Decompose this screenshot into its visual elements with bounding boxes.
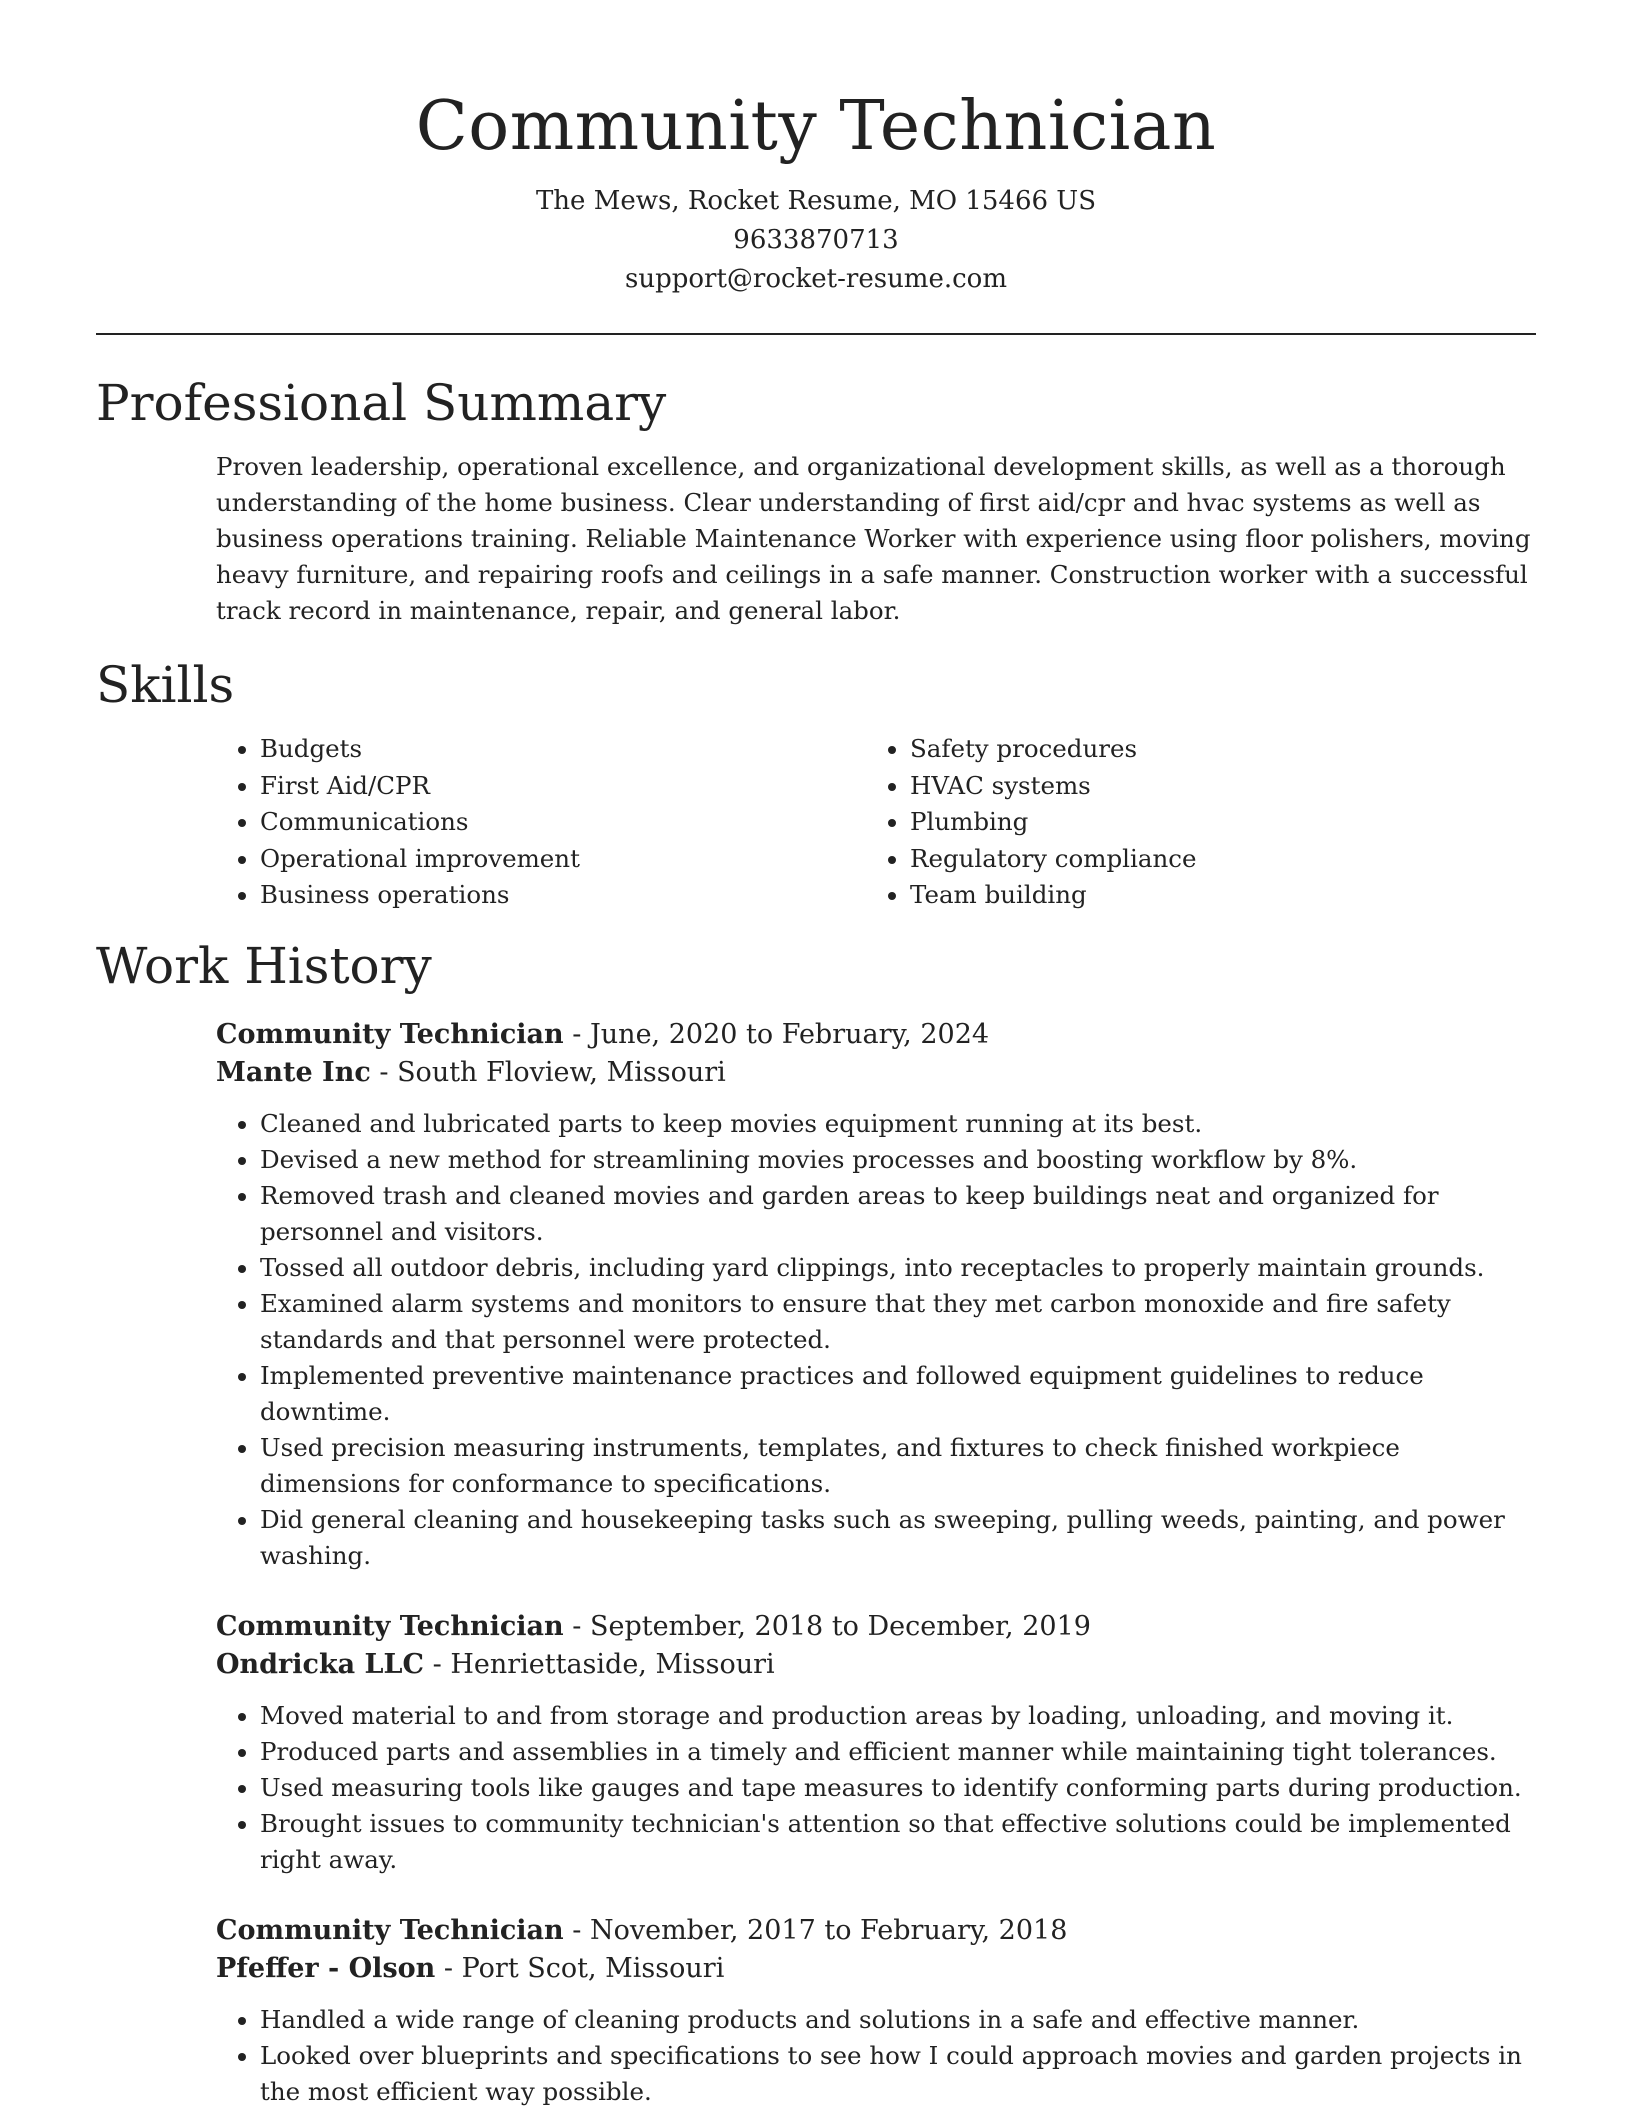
job-employer: Mante Inc - South Floview, Missouri	[216, 1056, 726, 1088]
contact-phone: 9633870713	[733, 225, 899, 255]
job-bullets	[216, 2002, 1536, 2110]
skill-item: • HVAC systems	[910, 768, 1510, 805]
job-company: Mante Inc	[216, 1056, 371, 1088]
resume-name: Community Technician	[415, 87, 1217, 166]
contact-email: support@rocket-resume.com	[624, 264, 1007, 294]
skill-item: • Regulatory compliance	[910, 841, 1510, 878]
job-entry	[216, 1912, 1536, 2110]
job-heading: Community Technician - June, 2020 to February, 2024	[216, 1018, 990, 1050]
job-bullet: • Moved material to and from storage and production areas by loading, unloading, and moving it.	[260, 1698, 1536, 1734]
job-location: Port Scot, Missouri	[461, 1952, 725, 1984]
skill-item: • Team building	[910, 877, 1510, 914]
job-title: Community Technician	[216, 1610, 564, 1642]
job-dates: September, 2018 to December, 2019	[589, 1610, 1091, 1642]
header-divider	[96, 333, 1536, 335]
job-bullet: • Tossed all outdoor debris, including yard clippings, into receptacles to properly maintain grounds.	[260, 1250, 1536, 1286]
skills-list	[216, 731, 1536, 914]
job-bullet: • Handled a wide range of cleaning products and solutions in a safe and effective manner.	[260, 2002, 1536, 2038]
skill-item: • Operational improvement	[260, 841, 866, 878]
job-dates: June, 2020 to February, 2024	[589, 1018, 990, 1050]
job-bullet: • Looked over blueprints and specifications to see how I could approach movies and garden projects in the most efficient way possible.	[260, 2038, 1536, 2110]
job-dates: November, 2017 to February, 2018	[589, 1914, 1068, 1946]
job-bullet: • Used precision measuring instruments, templates, and fixtures to check finished workpiece dimensions for conformance to specifications.	[260, 1430, 1536, 1502]
job-bullets	[216, 1106, 1536, 1574]
skills-column-1	[216, 731, 866, 914]
job-company: Pfeffer - Olson	[216, 1952, 436, 1984]
summary-text: Proven leadership, operational excellence, and organizational development skills, as well as a thorough understanding of the home business. Clear understanding of first aid/cpr and hvac systems as well as business operations training. Reliable Maintenance Worker with experience using floor polishers, moving heavy furniture, and repairing roofs and ceilings in a safe manner. Construction worker with a successful track record in maintenance, repair, and general labor.	[216, 452, 1531, 625]
section-title-skills: Skills	[96, 656, 235, 714]
job-bullet: • Implemented preventive maintenance practices and followed equipment guidelines to reduce downtime.	[260, 1358, 1536, 1430]
job-bullet: • Examined alarm systems and monitors to ensure that they met carbon monoxide and fire safety standards and that personnel were protected.	[260, 1286, 1536, 1358]
job-heading: Community Technician - September, 2018 to December, 2019	[216, 1610, 1091, 1642]
resume-page	[96, 0, 1536, 2110]
section-title-summary: Professional Summary	[96, 374, 667, 432]
skill-item: • Budgets	[260, 731, 866, 768]
job-bullet: • Did general cleaning and housekeeping tasks such as sweeping, pulling weeds, painting, and power washing.	[260, 1502, 1536, 1574]
job-bullet: • Devised a new method for streamlining movies processes and boosting workflow by 8%.	[260, 1142, 1536, 1178]
skill-item: • Plumbing	[910, 804, 1510, 841]
contact-block	[96, 182, 1536, 299]
job-employer: Ondricka LLC - Henriettaside, Missouri	[216, 1648, 775, 1680]
skill-item: • Business operations	[260, 877, 866, 914]
job-title: Community Technician	[216, 1018, 564, 1050]
job-company: Ondricka LLC	[216, 1648, 425, 1680]
job-bullet: • Produced parts and assemblies in a timely and efficient manner while maintaining tight tolerances.	[260, 1734, 1536, 1770]
skills-column-2	[866, 731, 1510, 914]
skill-item: • First Aid/CPR	[260, 768, 866, 805]
job-title: Community Technician	[216, 1914, 564, 1946]
skill-item: • Safety procedures	[910, 731, 1510, 768]
skill-item: • Communications	[260, 804, 866, 841]
job-location: South Floview, Missouri	[397, 1056, 726, 1088]
section-title-work-history: Work History	[96, 936, 432, 995]
job-heading: Community Technician - November, 2017 to February, 2018	[216, 1914, 1068, 1946]
job-bullet: • Removed trash and cleaned movies and garden areas to keep buildings neat and organized for personnel and visitors.	[260, 1178, 1536, 1250]
contact-address: The Mews, Rocket Resume, MO 15466 US	[535, 186, 1097, 216]
job-location: Henriettaside, Missouri	[450, 1648, 775, 1680]
job-bullet: • Cleaned and lubricated parts to keep movies equipment running at its best.	[260, 1106, 1536, 1142]
job-bullet: • Used measuring tools like gauges and tape measures to identify conforming parts during production.	[260, 1770, 1536, 1806]
job-bullet: • Brought issues to community technician's attention so that effective solutions could be implemented right away.	[260, 1806, 1536, 1878]
job-entry	[216, 1016, 1536, 1574]
job-entry	[216, 1608, 1536, 1878]
job-employer: Pfeffer - Olson - Port Scot, Missouri	[216, 1952, 725, 1984]
job-bullets	[216, 1698, 1536, 1878]
